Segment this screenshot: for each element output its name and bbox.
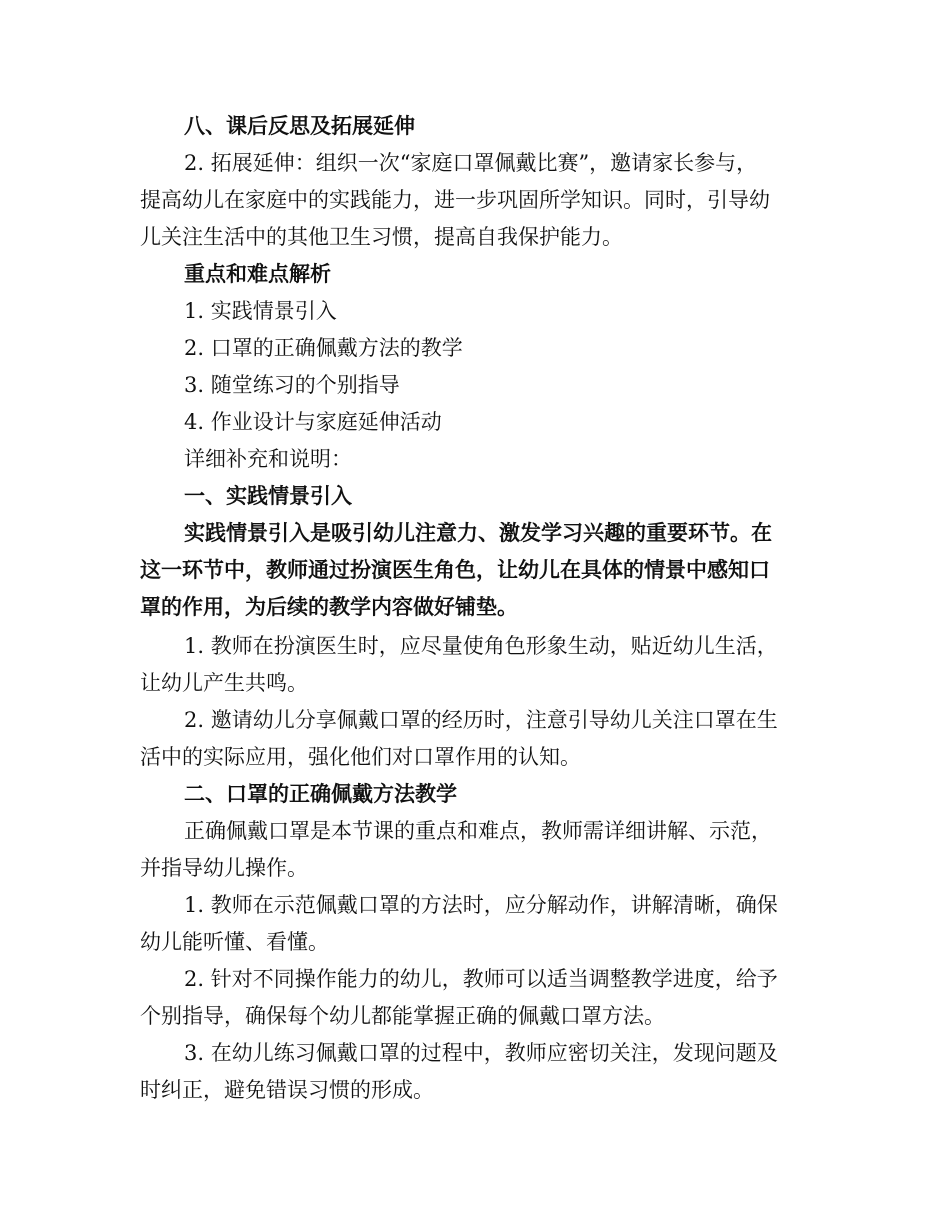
bold-paragraph-line: 实践情景引入是吸引幼儿注意力、激发学习兴趣的重要环节。在	[184, 521, 772, 545]
bold-paragraph-line: 罩的作用，为后续的教学内容做好铺垫。	[140, 595, 518, 619]
list-item: 4. 作业设计与家庭延伸活动	[184, 410, 442, 434]
section-heading-practice-intro: 一、实践情景引入	[184, 484, 352, 508]
paragraph-line: 提高幼儿在家庭中的实践能力，进一步巩固所学知识。同时，引导幼	[140, 188, 770, 212]
paragraph-line: 1. 教师在示范佩戴口罩的方法时，应分解动作，讲解清晰，确保	[184, 893, 778, 917]
section-heading-reflection: 八、课后反思及拓展延伸	[184, 114, 415, 138]
list-item: 2. 口罩的正确佩戴方法的教学	[184, 336, 463, 360]
paragraph-line: 幼儿能听懂、看懂。	[140, 930, 329, 954]
paragraph-line: 3. 在幼儿练习佩戴口罩的过程中，教师应密切关注，发现问题及	[184, 1041, 778, 1065]
list-item: 3. 随堂练习的个别指导	[184, 373, 400, 397]
paragraph-line: 个别指导，确保每个幼儿都能掌握正确的佩戴口罩方法。	[140, 1004, 665, 1028]
paragraph-line: 2. 拓展延伸：组织一次“家庭口罩佩戴比赛”，邀请家长参与，	[184, 151, 758, 175]
paragraph-line: 详细补充和说明：	[184, 447, 352, 471]
paragraph-line: 2. 针对不同操作能力的幼儿，教师可以适当调整教学进度，给予	[184, 967, 778, 991]
bold-paragraph-line: 这一环节中，教师通过扮演医生角色，让幼儿在具体的情景中感知口	[140, 558, 770, 582]
paragraph-line: 时纠正，避免错误习惯的形成。	[140, 1078, 434, 1102]
paragraph-line: 活中的实际应用，强化他们对口罩作用的认知。	[140, 745, 581, 769]
list-item: 1. 实践情景引入	[184, 299, 337, 323]
section-heading-mask-method: 二、口罩的正确佩戴方法教学	[184, 782, 457, 806]
paragraph-line: 让幼儿产生共鸣。	[140, 671, 308, 695]
section-heading-key-points: 重点和难点解析	[184, 262, 331, 286]
paragraph-line: 正确佩戴口罩是本节课的重点和难点，教师需详细讲解、示范，	[184, 819, 772, 843]
paragraph-line: 2. 邀请幼儿分享佩戴口罩的经历时，注意引导幼儿关注口罩在生	[184, 708, 778, 732]
paragraph-line: 并指导幼儿操作。	[140, 856, 308, 880]
paragraph-line: 儿关注生活中的其他卫生习惯，提高自我保护能力。	[140, 225, 623, 249]
paragraph-line: 1. 教师在扮演医生时，应尽量使角色形象生动，贴近幼儿生活，	[184, 634, 778, 658]
